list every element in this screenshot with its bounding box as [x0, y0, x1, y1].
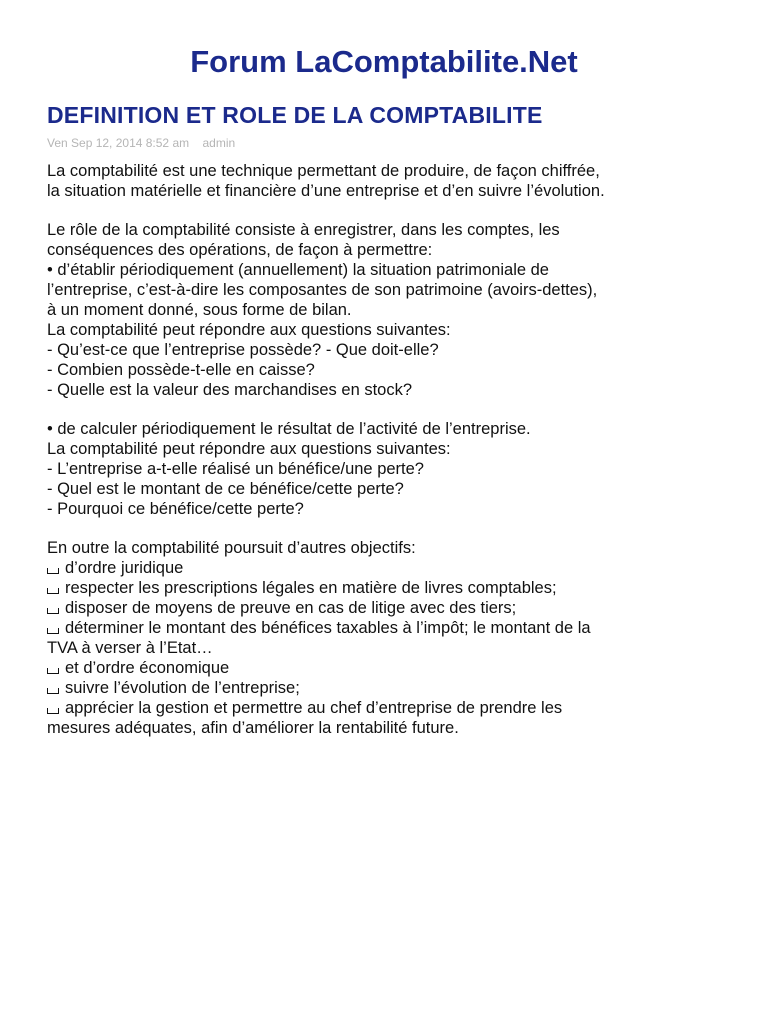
objective-text: disposer de moyens de preuve en cas de litige avec des tiers; — [65, 599, 517, 617]
post-date: Ven Sep 12, 2014 8:52 am — [47, 136, 190, 150]
bullet-box-icon — [47, 688, 59, 694]
objective-item — [47, 598, 737, 618]
body-line: - Combien possède-t-elle en caisse? — [47, 361, 315, 379]
forum-title: Forum LaComptabilite.Net — [190, 44, 578, 79]
body-line: • de calculer périodiquement le résultat de l’activité de l’entreprise. — [47, 420, 531, 438]
objective-item — [47, 678, 737, 698]
body-line: l’entreprise, c’est-à-dire les composantes de son patrimoine (avoirs-dettes), — [47, 281, 598, 299]
body-line: - Quelle est la valeur des marchandises en stock? — [47, 381, 413, 399]
objective-item — [47, 558, 737, 578]
paragraph-gap — [47, 519, 737, 538]
body-line: la situation matérielle et financière d’une entreprise et d’en suivre l’évolution. — [47, 182, 605, 200]
objective-item — [47, 578, 737, 598]
paragraph-gap — [47, 201, 737, 220]
bullet-box-icon — [47, 668, 59, 674]
objective-text: suivre l’évolution de l’entreprise; — [65, 679, 300, 697]
body-line: - Quel est le montant de ce bénéfice/cette perte? — [47, 480, 404, 498]
body-line: La comptabilité peut répondre aux questions suivantes: — [47, 321, 451, 339]
post-meta — [47, 135, 235, 151]
bullet-box-icon — [47, 568, 59, 574]
post-author: admin — [202, 136, 236, 150]
body-line: • d’établir périodiquement (annuellement) la situation patrimoniale de — [47, 261, 549, 279]
objective-text: d’ordre juridique — [65, 559, 184, 577]
objective-text: respecter les prescriptions légales en matière de livres comptables; — [65, 579, 557, 597]
bullet-box-icon — [47, 628, 59, 634]
body-line: En outre la comptabilité poursuit d’autres objectifs: — [47, 539, 416, 557]
bullet-box-icon — [47, 708, 59, 714]
body-line: - Qu’est-ce que l’entreprise possède? - Que doit-elle? — [47, 341, 439, 359]
body-line: conséquences des opérations, de façon à permettre: — [47, 241, 433, 259]
objective-text: apprécier la gestion et permettre au chef d’entreprise de prendre les — [65, 699, 563, 717]
post-body — [47, 161, 737, 738]
objective-item — [47, 618, 737, 638]
body-line: - L’entreprise a-t-elle réalisé un bénéfice/une perte? — [47, 460, 424, 478]
bullet-box-icon — [47, 588, 59, 594]
objective-text: déterminer le montant des bénéfices taxables à l’impôt; le montant de la — [65, 619, 591, 637]
body-line: - Pourquoi ce bénéfice/cette perte? — [47, 500, 304, 518]
body-line: mesures adéquates, afin d’améliorer la rentabilité future. — [47, 719, 459, 737]
objective-item — [47, 658, 737, 678]
body-line: La comptabilité est une technique permettant de produire, de façon chiffrée, — [47, 162, 600, 180]
body-line: à un moment donné, sous forme de bilan. — [47, 301, 352, 319]
body-line: Le rôle de la comptabilité consiste à enregistrer, dans les comptes, les — [47, 221, 560, 239]
post-title: DEFINITION ET ROLE DE LA COMPTABILITE — [47, 102, 543, 128]
bullet-box-icon — [47, 608, 59, 614]
paragraph-gap — [47, 400, 737, 419]
body-line: TVA à verser à l’Etat… — [47, 639, 213, 657]
objective-item — [47, 698, 737, 718]
objective-text: et d’ordre économique — [65, 659, 230, 677]
body-line: La comptabilité peut répondre aux questions suivantes: — [47, 440, 451, 458]
